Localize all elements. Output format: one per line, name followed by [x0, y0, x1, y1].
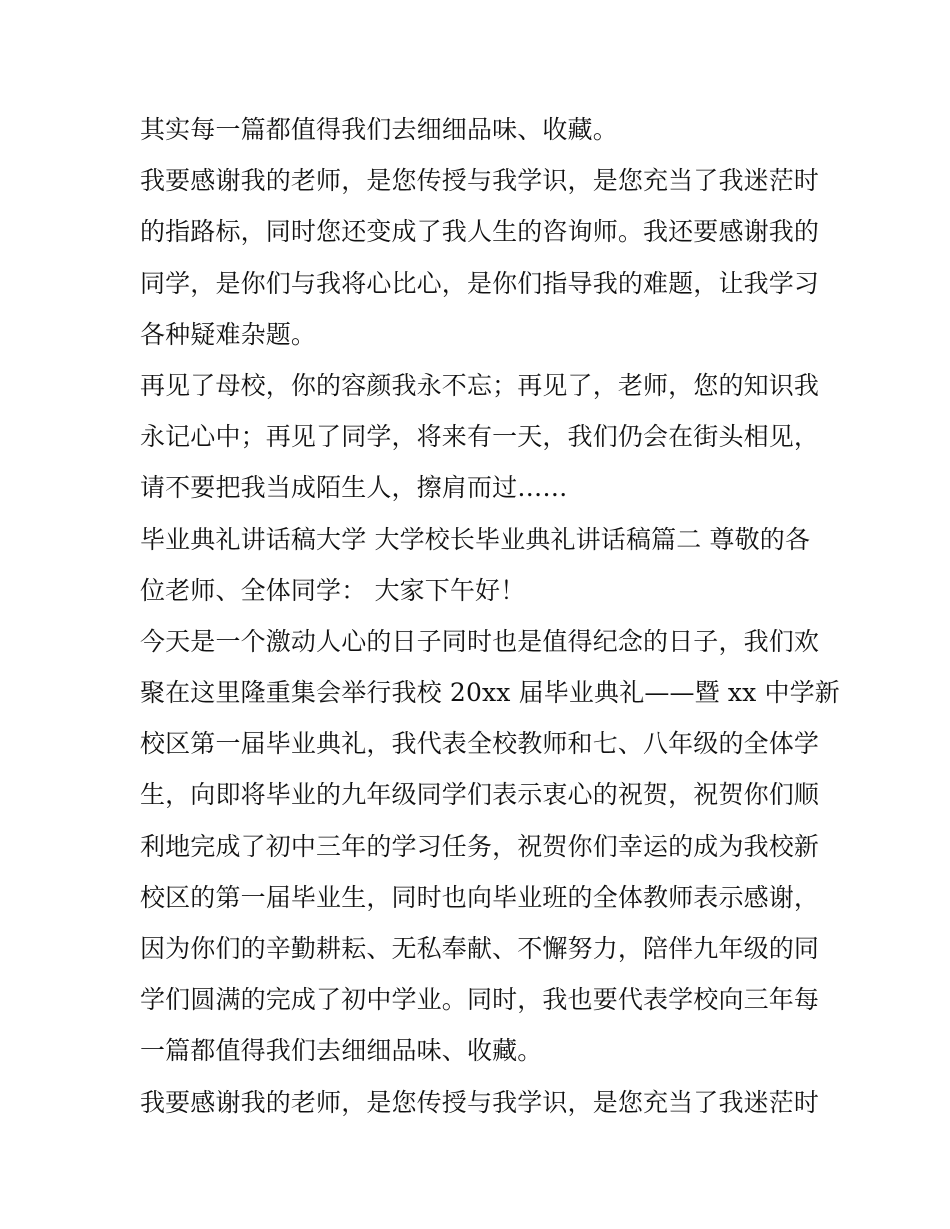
text-line: 校区的第一届毕业生，同时也向毕业班的全体教师表示感谢，	[140, 882, 820, 912]
text-line: 永记心中；再见了同学，将来有一天，我们仍会在街头相见，	[140, 422, 820, 452]
text-line: 毕业典礼讲话稿大学 大学校长毕业典礼讲话稿篇二 尊敬的各	[140, 524, 811, 554]
paragraph-2	[140, 155, 820, 360]
text-line: 请不要把我当成陌生人，擦肩而过……	[140, 473, 568, 503]
text-line: 聚在这里隆重集会举行我校 20xx 届毕业典礼——暨 xx 中学新	[140, 678, 840, 708]
text-line: 今天是一个激动人心的日子同时也是值得纪念的日子，我们欢	[140, 626, 820, 656]
text-line: 一篇都值得我们去细细品味、收藏。	[140, 1036, 543, 1066]
text-line: 再见了母校，你的容颜我永不忘；再见了，老师，您的知识我	[140, 370, 820, 400]
paragraph-5	[140, 616, 840, 1077]
text-line: 我要感谢我的老师，是您传授与我学识，是您充当了我迷茫时	[140, 166, 820, 196]
text-line: 学们圆满的完成了初中学业。同时，我也要代表学校向三年每	[140, 985, 820, 1015]
text-line: 校区第一届毕业典礼，我代表全校教师和七、八年级的全体学	[140, 729, 820, 759]
text-line: 各种疑难杂题。	[140, 319, 317, 349]
paragraph-3	[140, 360, 820, 514]
text-line: 其实每一篇都值得我们去细细品味、收藏。	[140, 115, 618, 144]
text-line: 利地完成了初中三年的学习任务，祝贺你们幸运的成为我校新	[140, 831, 820, 861]
document-body	[140, 104, 840, 1128]
text-line: 我要感谢我的老师，是您传授与我学识，是您充当了我迷茫时	[140, 1087, 820, 1117]
paragraph-4	[140, 514, 820, 616]
text-line: 的指路标，同时您还变成了我人生的咨询师。我还要感谢我的	[140, 217, 820, 247]
paragraph-1	[140, 104, 820, 155]
paragraph-6	[140, 1077, 820, 1128]
text-line: 位老师、全体同学： 大家下午好！	[140, 575, 526, 605]
text-line: 同学，是你们与我将心比心，是你们指导我的难题，让我学习	[140, 268, 820, 298]
text-line: 生，向即将毕业的九年级同学们表示衷心的祝贺，祝贺你们顺	[140, 780, 820, 810]
text-line: 因为你们的辛勤耕耘、无私奉献、不懈努力，陪伴九年级的同	[140, 934, 820, 963]
